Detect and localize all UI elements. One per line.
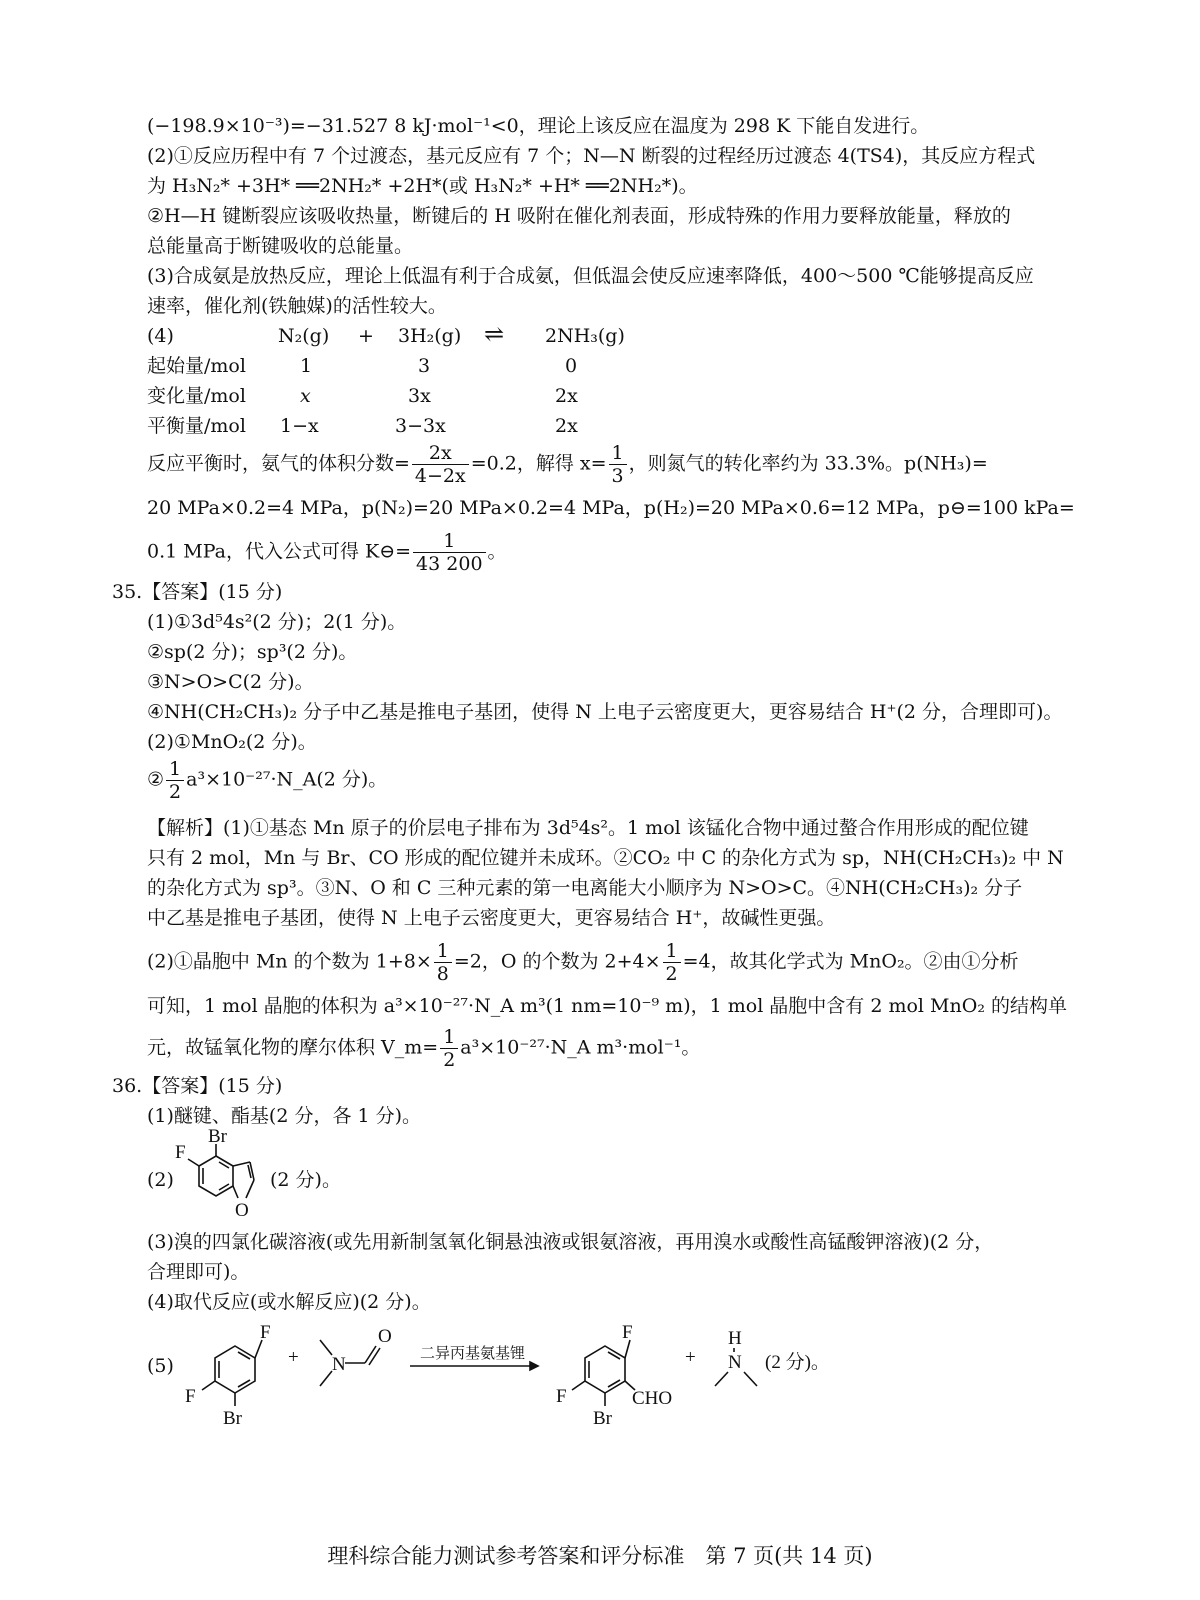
atom-label: Br: [223, 1408, 242, 1429]
text-line: 为 H₃N₂* +3H* ══2NH₂* +2H*(或 H₃N₂* +H* ══2NH₂*)。: [147, 175, 698, 197]
answer-line: (4)取代反应(或水解反应)(2 分)。: [147, 1291, 431, 1313]
answer-line: (1)醚键、酯基(2 分，各 1 分)。: [147, 1105, 422, 1127]
atom-label: N: [332, 1354, 346, 1375]
atom-label: O: [235, 1200, 249, 1221]
answer-label: (5): [147, 1355, 174, 1377]
text-line: (−198.9×10⁻³)=−31.527 8 kJ·mol⁻¹<0，理论上该反应在温度为 298 K 下能自发进行。: [147, 115, 930, 137]
text-line: 总能量高于断键吸收的总能量。: [147, 235, 414, 257]
bromofluorobenzofuran-structure: [170, 1128, 260, 1223]
equilibrium-constant: 0.1 MPa，代入公式可得 K⊖= $\frac{1}{43 200}$ 。: [147, 530, 507, 575]
text-line: (3)合成氨是放热反应，理论上低温有利于合成氨，但低温会使反应速率降低，400～500 ℃能够提高反应: [147, 265, 1034, 287]
analysis-line: 的杂化方式为 sp³。③N、O 和 C 三种元素的第一电离能大小顺序为 N>O>C。④NH(CH₂CH₃)₂ 分子: [147, 877, 1023, 899]
reactant-ring: [215, 1346, 255, 1393]
answer-line: (3)溴的四氯化碳溶液(或先用新制氢氧化铜悬浊液或银氨溶液，再用溴水或酸性高锰酸钾溶液)(2 分，: [147, 1231, 994, 1253]
fraction: $\frac{1}{8}$: [434, 940, 452, 985]
fraction: $\frac{1}{2}$: [166, 758, 184, 803]
answer-line: ②sp(2 分)；sp³(2 分)。: [147, 641, 358, 663]
text-line: 速率，催化剂(铁触媒)的活性较大。: [147, 295, 447, 317]
atom-label: F: [556, 1386, 567, 1407]
answer-line: ③N>O>C(2 分)。: [147, 671, 314, 693]
reaction-scheme: [180, 1318, 1080, 1430]
atom-label: N: [728, 1352, 742, 1373]
atom-label: Br: [208, 1128, 227, 1147]
atom-label: H: [728, 1328, 742, 1349]
question-36-heading: 36.【答案】(15 分): [112, 1075, 283, 1097]
fraction: $\frac{1}{2}$: [440, 1026, 458, 1071]
atom-label: CHO: [632, 1388, 673, 1409]
analysis-line: (2)①晶胞中 Mn 的个数为 1+8× $\frac{1}{8}$ =2，O 的个数为 2+4× $\frac{1}{2}$ =4，故其化学式为 MnO₂。②由①分析: [147, 940, 1019, 985]
answer-line: (1)①3d⁵4s²(2 分)；2(1 分)。: [147, 611, 407, 633]
analysis-line: 【解析】(1)①基态 Mn 原子的价层电子排布为 3d⁵4s²。1 mol 该锰化合物中通过螯合作用形成的配位键: [147, 817, 1029, 839]
page-footer: 理科综合能力测试参考答案和评分标准 第 7 页(共 14 页): [327, 1544, 873, 1568]
answer-score: (2 分)。: [765, 1352, 830, 1373]
atom-label: F: [175, 1142, 186, 1163]
plus-sign: +: [685, 1347, 696, 1368]
answer-score: (2 分)。: [270, 1169, 341, 1191]
text-line: 20 MPa×0.2=4 MPa，p(N₂)=20 MPa×0.2=4 MPa，p(H₂)=20 MPa×0.6=12 MPa，p⊖=100 kPa=: [147, 497, 1075, 519]
equilibrium-calc: 反应平衡时，氨气的体积分数= $\frac{2x}{4-2x}$ =0.2，解得 x= $\frac{1}{3}$ ，则氮气的转化率约为 33.3%。p(NH₃)=: [147, 442, 988, 487]
fraction: $\frac{1}{2}$: [663, 940, 681, 985]
analysis-line: 只有 2 mol，Mn 与 Br、CO 形成的配位键并未成环。②CO₂ 中 C 的杂化方式为 sp，NH(CH₂CH₃)₂ 中 N: [147, 847, 1064, 869]
text-line: ②H—H 键断裂应该吸收热量，断键后的 H 吸附在催化剂表面，形成特殊的作用力要释放能量，释放的: [147, 205, 1011, 227]
fraction: $\frac{2x}{4-2x}$: [412, 442, 469, 487]
answer-line: (2)①MnO₂(2 分)。: [147, 731, 317, 753]
answer-line: ② $\frac{1}{2}$ a³×10⁻²⁷·N_A(2 分)。: [147, 758, 388, 803]
fraction: $\frac{1}{3}$: [609, 442, 627, 487]
product-ring: [585, 1346, 625, 1393]
text-line: (2)①反应历程中有 7 个过渡态，基元反应有 7 个；N—N 断裂的过程经历过渡态 4(TS4)，其反应方程式: [147, 145, 1036, 167]
atom-label: Br: [593, 1408, 612, 1429]
question-35-heading: 35.【答案】(15 分): [112, 581, 283, 603]
plus-sign: +: [288, 1347, 299, 1368]
answer-line: ④NH(CH₂CH₃)₂ 分子中乙基是推电子基团，使得 N 上电子云密度更大，更容易结合 H⁺(2 分，合理即可)。: [147, 701, 1063, 723]
atom-label: O: [378, 1326, 392, 1347]
atom-label: F: [622, 1322, 633, 1343]
analysis-line: 中乙基是推电子基团，使得 N 上电子云密度更大，更容易结合 H⁺，故碱性更强。: [147, 907, 836, 929]
analysis-line: 元，故锰氧化物的摩尔体积 V_m= $\frac{1}{2}$ a³×10⁻²⁷·N_A m³·mol⁻¹。: [147, 1026, 701, 1071]
analysis-line: 可知，1 mol 晶胞的体积为 a³×10⁻²⁷·N_A m³(1 nm=10⁻⁹ m)，1 mol 晶胞中含有 2 mol MnO₂ 的结构单: [147, 995, 1067, 1017]
answer-line: 合理即可)。: [147, 1261, 250, 1283]
answer-label: (2): [147, 1169, 174, 1191]
atom-label: F: [185, 1386, 196, 1407]
atom-label: F: [260, 1322, 271, 1343]
fraction: $\frac{1}{43 200}$: [413, 530, 485, 575]
reagent-label: 二异丙基氨基锂: [420, 1346, 526, 1362]
